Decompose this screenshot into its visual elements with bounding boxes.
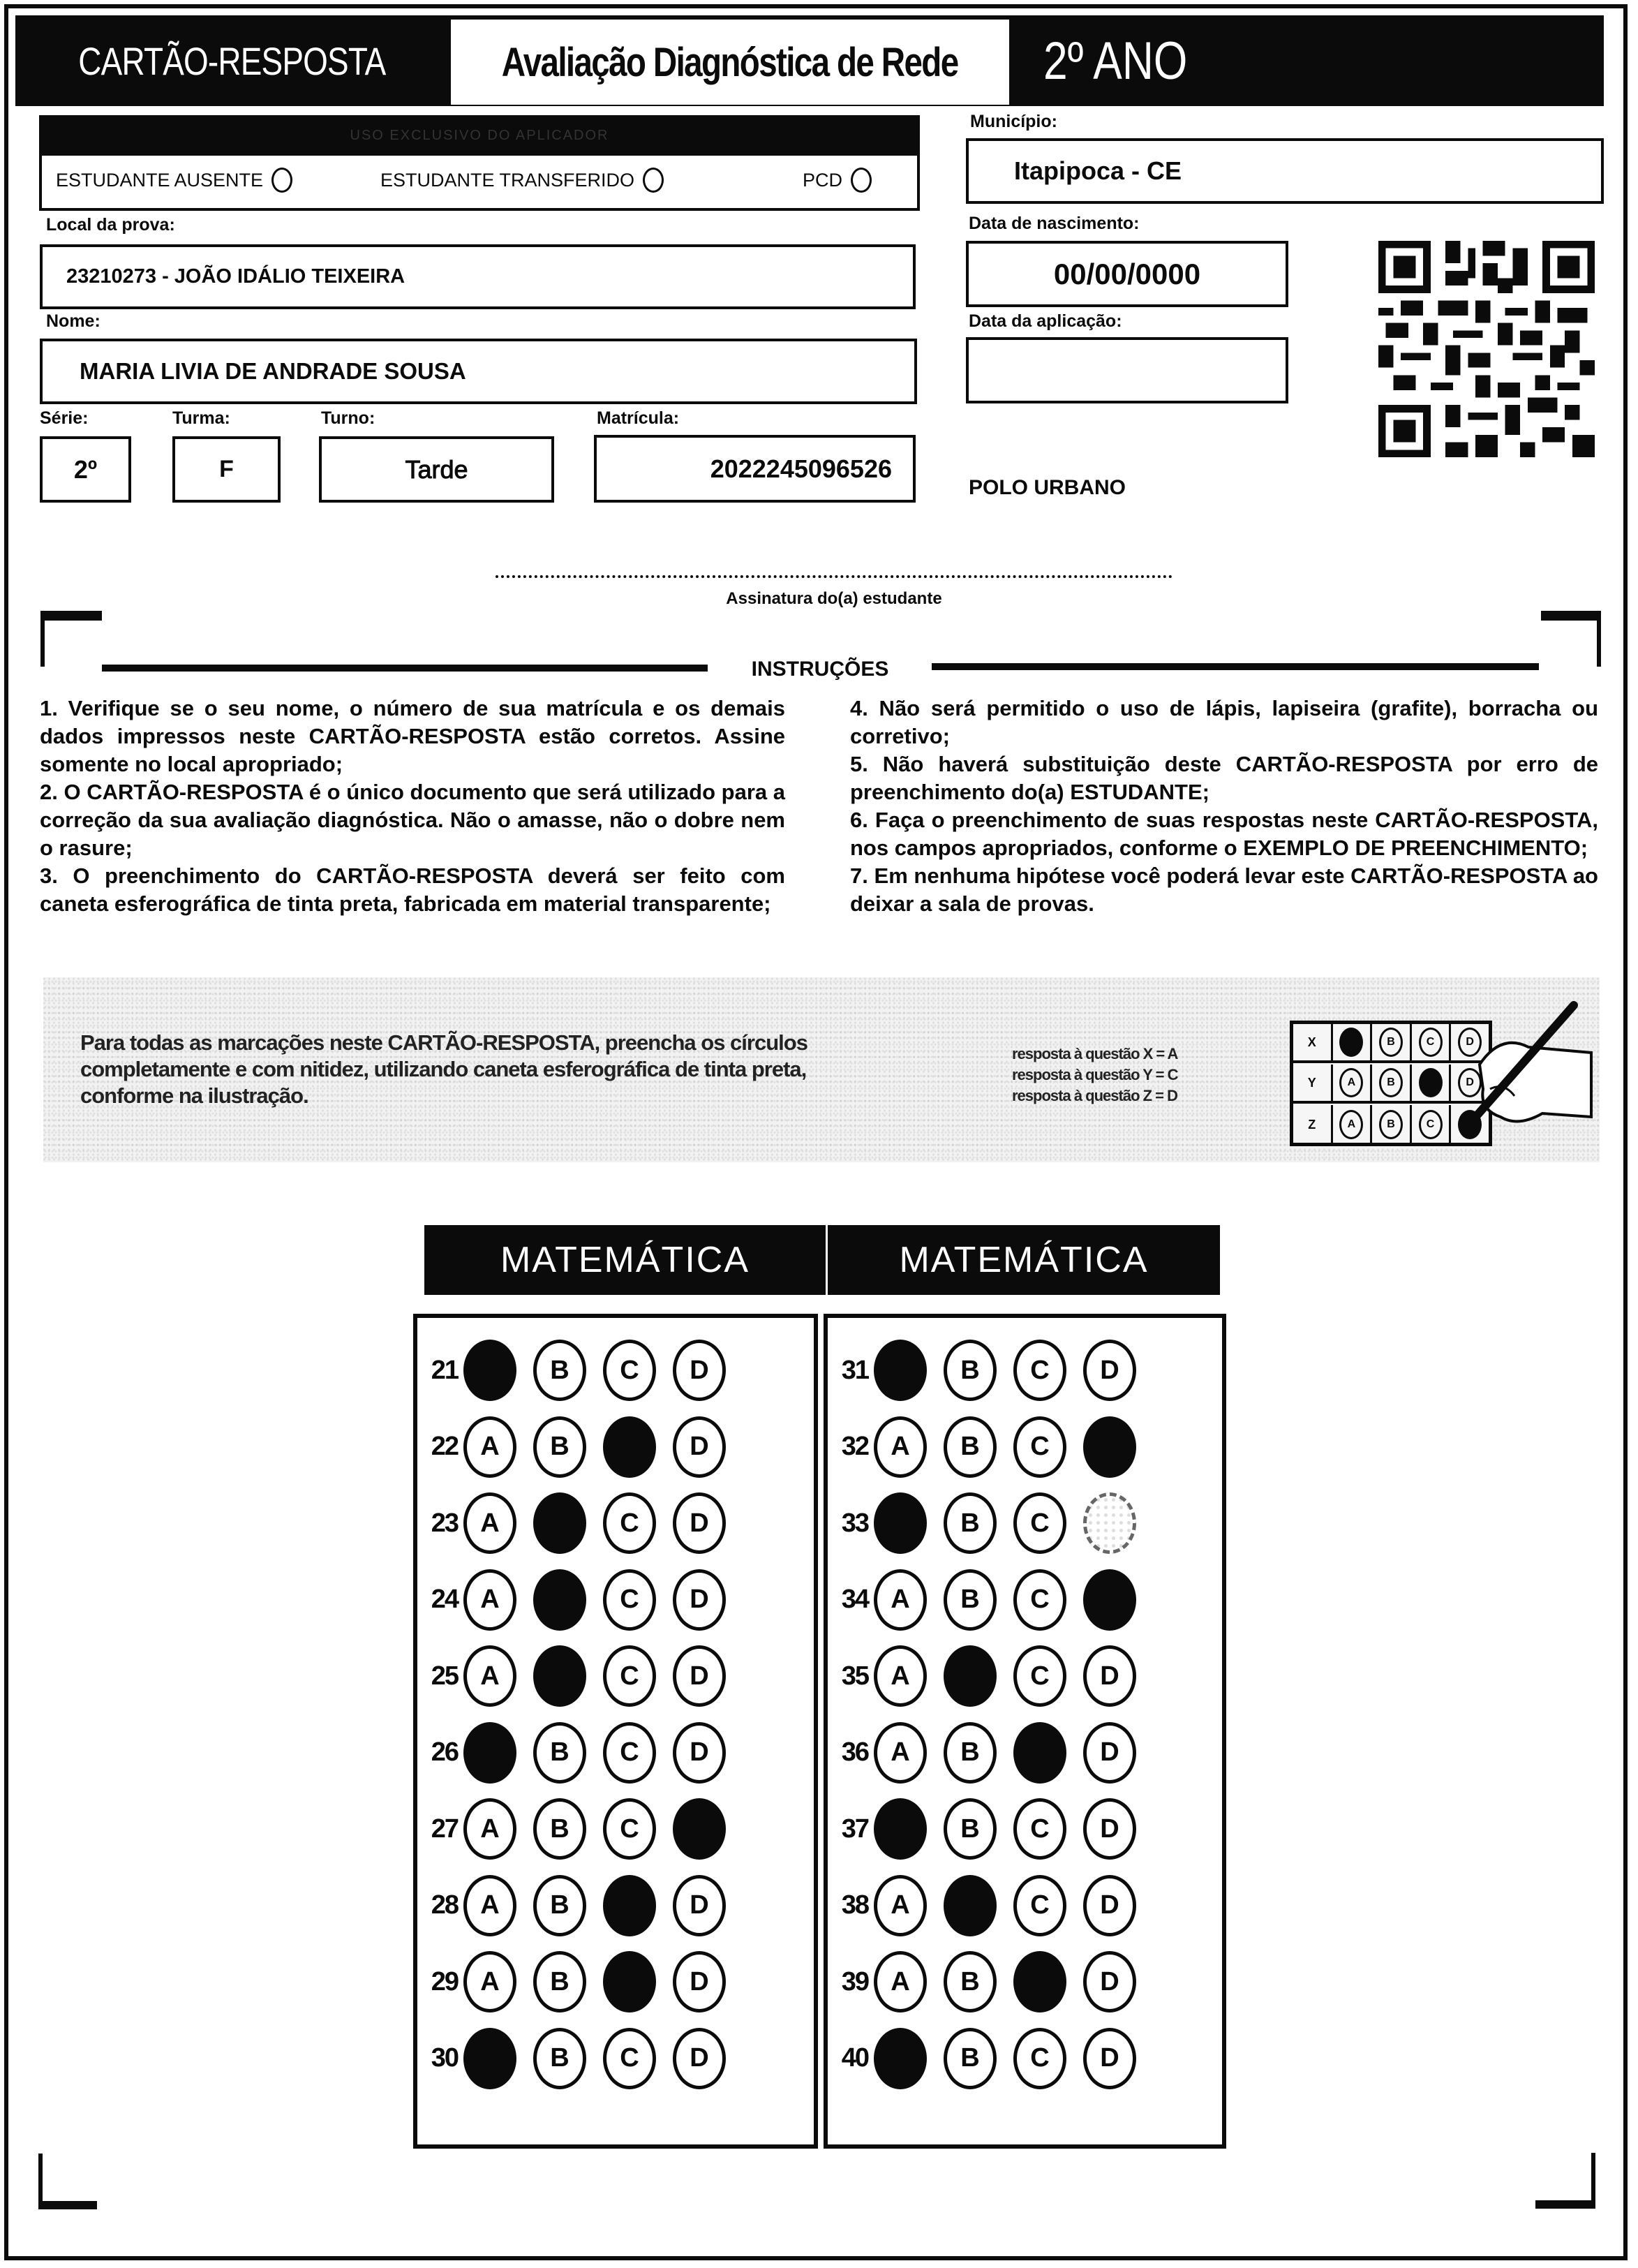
- bubble-d[interactable]: D: [673, 1951, 726, 2013]
- filled-bubble-c[interactable]: [603, 1951, 656, 2013]
- bubble-a[interactable]: A: [874, 1722, 927, 1784]
- option-pcd[interactable]: [803, 168, 872, 193]
- question-row: [417, 1798, 743, 1860]
- filled-bubble-b[interactable]: [533, 1492, 586, 1554]
- radio-circle-icon[interactable]: [271, 168, 292, 193]
- subject-label: MATEMÁTICA: [500, 1240, 750, 1280]
- bubble-d[interactable]: D: [673, 1340, 726, 1401]
- nome-field[interactable]: [40, 339, 917, 404]
- bubble-c[interactable]: C: [1013, 1645, 1066, 1707]
- card-title: [15, 15, 448, 106]
- bubble-c[interactable]: C: [1013, 1416, 1066, 1478]
- bubble-b[interactable]: B: [533, 1340, 586, 1401]
- filled-bubble-a[interactable]: [874, 1340, 927, 1401]
- bubble-b[interactable]: B: [944, 1722, 997, 1784]
- bubble-c[interactable]: C: [603, 1569, 656, 1631]
- question-number: 35: [841, 1661, 868, 1691]
- question-row: [828, 1798, 1153, 1860]
- bubble-b[interactable]: B: [533, 1722, 586, 1784]
- bubble-c[interactable]: C: [1013, 1798, 1066, 1860]
- corner-mark-top-left: [40, 611, 102, 621]
- bubble-c[interactable]: C: [603, 1722, 656, 1784]
- bubble-d[interactable]: D: [673, 2028, 726, 2089]
- question-number: 21: [431, 1355, 458, 1385]
- example-question-label: Y: [1293, 1065, 1333, 1101]
- bubble-icon: C: [1419, 1110, 1443, 1139]
- instruction-item: 7. Em nenhuma hipótese você poderá levar este CARTÃO-RESPOSTA ao deixar a sala de provas.: [850, 864, 1598, 916]
- bubble-b[interactable]: B: [533, 2028, 586, 2089]
- filled-bubble-a[interactable]: [874, 2028, 927, 2089]
- option-label: ESTUDANTE AUSENTE: [56, 169, 264, 191]
- serie-field[interactable]: [40, 436, 131, 503]
- question-row: [417, 1950, 743, 2013]
- filled-bubble-b[interactable]: [944, 1645, 997, 1707]
- bubble-a[interactable]: A: [874, 1875, 927, 1936]
- bubble-a[interactable]: A: [463, 1645, 516, 1707]
- answer-column-right: [824, 1314, 1226, 2149]
- question-row: [417, 1569, 743, 1631]
- grade-title: [1043, 15, 1462, 106]
- filled-bubble-d[interactable]: [1083, 1569, 1136, 1631]
- question-number: 24: [431, 1585, 458, 1614]
- assessment-title-text: Avaliação Diagnóstica de Rede: [502, 39, 958, 85]
- question-number: 26: [431, 1737, 458, 1767]
- bubble-c[interactable]: C: [1013, 1875, 1066, 1936]
- polo-label: POLO URBANO: [969, 476, 1126, 499]
- instructions-rule-right: [932, 663, 1539, 670]
- filled-bubble-a[interactable]: [463, 1722, 516, 1784]
- hand-with-pen-icon: [1452, 998, 1598, 1145]
- radio-circle-icon[interactable]: [643, 168, 664, 193]
- bubble-icon: D: [1458, 1028, 1482, 1057]
- instruction-item: 6. Faça o preenchimento de suas respostas neste CARTÃO-RESPOSTA, nos campos apropriados, conforme o EXEMPLO DE PREENCHIMENTO;: [850, 808, 1598, 860]
- aplicador-band: [39, 115, 920, 156]
- turma-label: Turma:: [172, 408, 230, 428]
- corner-mark-top-left: [40, 611, 45, 667]
- turma-value: F: [219, 456, 234, 482]
- bubble-d[interactable]: D: [1083, 1951, 1136, 2013]
- bubble-c[interactable]: C: [1013, 2028, 1066, 2089]
- signature-label: Assinatura do(a) estudante: [726, 589, 942, 608]
- example-question-label: X: [1293, 1024, 1333, 1060]
- bubble-a[interactable]: A: [874, 1951, 927, 2013]
- bubble-d[interactable]: D: [673, 1416, 726, 1478]
- turno-label: Turno:: [321, 408, 375, 428]
- question-number: 36: [841, 1737, 868, 1767]
- question-number: 30: [431, 2043, 458, 2073]
- bubble-icon: B: [1379, 1110, 1403, 1139]
- question-row: [417, 1492, 743, 1555]
- answer-column-left: [413, 1314, 818, 2149]
- matricula-field[interactable]: [594, 435, 916, 503]
- bubble-icon: A: [1339, 1068, 1363, 1097]
- subject-label: MATEMÁTICA: [899, 1240, 1149, 1280]
- data-nascimento-label: Data de nascimento:: [969, 214, 1140, 233]
- matricula-value: 2022245096526: [710, 454, 892, 483]
- instructions-title: INSTRUÇÕES: [751, 658, 889, 681]
- filled-bubble-c[interactable]: [603, 1875, 656, 1936]
- bubble-d[interactable]: D: [673, 1722, 726, 1784]
- data-aplicacao-field[interactable]: [966, 337, 1288, 403]
- instruction-item: 3. O preenchimento do CARTÃO-RESPOSTA deverá ser feito com caneta esferográfica de tinta preta, fabricada em material transparente;: [40, 864, 785, 916]
- question-row: [828, 1721, 1153, 1784]
- turno-value: Tarde: [405, 454, 468, 484]
- bubble-d[interactable]: D: [1083, 1645, 1136, 1707]
- bubble-c[interactable]: C: [1013, 1492, 1066, 1554]
- bubble-d[interactable]: D: [1083, 1340, 1136, 1401]
- question-number: 28: [431, 1890, 458, 1920]
- question-number: 31: [841, 1355, 868, 1385]
- turma-field[interactable]: [172, 436, 281, 503]
- bubble-a[interactable]: A: [874, 1569, 927, 1631]
- filled-bubble-b[interactable]: [944, 1875, 997, 1936]
- local-prova-field[interactable]: [40, 244, 916, 309]
- data-aplicacao-label: Data da aplicação:: [969, 311, 1122, 331]
- question-number: 33: [841, 1508, 868, 1538]
- bubble-a[interactable]: A: [463, 1798, 516, 1860]
- filled-bubble-icon: [1419, 1068, 1443, 1097]
- question-row: [828, 1492, 1153, 1555]
- nome-value: MARIA LIVIA DE ANDRADE SOUSA: [80, 358, 466, 384]
- subject-header-right: [828, 1225, 1220, 1295]
- bubble-d[interactable]: [1083, 1492, 1136, 1554]
- bubble-d[interactable]: D: [1083, 1875, 1136, 1936]
- filled-bubble-c[interactable]: [1013, 1722, 1066, 1784]
- bubble-a[interactable]: A: [874, 1416, 927, 1478]
- option-label: PCD: [803, 169, 843, 191]
- bubble-b[interactable]: B: [944, 1951, 997, 2013]
- instructions-left-column: [40, 695, 785, 918]
- bubble-b[interactable]: B: [944, 1798, 997, 1860]
- option-estudante-transferido[interactable]: [380, 168, 664, 193]
- bubble-a[interactable]: A: [463, 1416, 516, 1478]
- example-line: resposta à questão Y = C: [1012, 1066, 1178, 1083]
- corner-mark-bottom-left: [38, 2154, 43, 2208]
- bubble-c[interactable]: C: [1013, 1340, 1066, 1401]
- bubble-b[interactable]: B: [533, 1951, 586, 2013]
- instructions-right-column: [850, 695, 1598, 918]
- data-nascimento-value: 00/00/0000: [1053, 257, 1201, 290]
- local-prova-label: Local da prova:: [46, 215, 175, 235]
- bubble-icon: B: [1379, 1068, 1403, 1097]
- bubble-d[interactable]: D: [673, 1492, 726, 1554]
- bubble-b[interactable]: B: [944, 1569, 997, 1631]
- question-row: [417, 1339, 743, 1402]
- municipio-label: Município:: [970, 112, 1057, 131]
- local-prova-value: 23210273 - JOÃO IDÁLIO TEIXEIRA: [66, 265, 405, 288]
- question-number: 25: [431, 1661, 458, 1691]
- serie-value: 2º: [73, 454, 98, 484]
- bubble-a[interactable]: A: [463, 1569, 516, 1631]
- grade-title-text: 2º ANO: [1043, 31, 1188, 91]
- question-row: [828, 1950, 1153, 2013]
- question-row: [417, 1874, 743, 1937]
- instruction-item: 4. Não será permitido o uso de lápis, lapiseira (grafite), borracha ou corretivo;: [850, 696, 1598, 748]
- instruction-item: 5. Não haverá substituição deste CARTÃO-RESPOSTA por erro de preenchimento do(a) ESTUDANTE;: [850, 752, 1598, 804]
- bubble-b[interactable]: B: [533, 1798, 586, 1860]
- example-line: resposta à questão Z = D: [1012, 1087, 1178, 1104]
- bubble-icon: A: [1339, 1110, 1363, 1139]
- bubble-d[interactable]: D: [673, 1569, 726, 1631]
- question-row: [828, 2027, 1153, 2090]
- bubble-b[interactable]: B: [944, 1340, 997, 1401]
- bubble-icon: D: [1458, 1068, 1482, 1097]
- turno-field[interactable]: [319, 436, 554, 503]
- aplicador-band-label: USO EXCLUSIVO DO APLICADOR: [350, 127, 609, 143]
- filled-bubble-a[interactable]: [874, 1798, 927, 1860]
- bubble-d[interactable]: D: [1083, 2028, 1136, 2089]
- bubble-c[interactable]: C: [603, 1492, 656, 1554]
- question-row: [828, 1645, 1153, 1707]
- instruction-item: 2. O CARTÃO-RESPOSTA é o único documento que será utilizado para a correção da sua avaliação diagnóstica. Não o amasse, não o dobre nem o rasure;: [40, 780, 785, 860]
- filled-bubble-a[interactable]: [874, 1492, 927, 1554]
- municipio-field[interactable]: [966, 138, 1604, 204]
- option-estudante-ausente[interactable]: [56, 168, 292, 193]
- filled-bubble-b[interactable]: [533, 1645, 586, 1707]
- nome-label: Nome:: [46, 311, 100, 331]
- bubble-b[interactable]: B: [533, 1416, 586, 1478]
- matricula-label: Matrícula:: [597, 408, 680, 428]
- bubble-c[interactable]: C: [603, 1645, 656, 1707]
- filled-bubble-a[interactable]: [463, 2028, 516, 2089]
- bubble-d[interactable]: D: [673, 1645, 726, 1707]
- filled-bubble-d[interactable]: [673, 1798, 726, 1860]
- bubble-c[interactable]: C: [603, 2028, 656, 2089]
- bubble-a[interactable]: A: [463, 1875, 516, 1936]
- question-row: [828, 1339, 1153, 1402]
- subject-header-left: [424, 1225, 826, 1295]
- corner-mark-top-right: [1541, 611, 1601, 621]
- corner-mark-top-right: [1597, 611, 1601, 667]
- signature-line[interactable]: [496, 575, 1172, 578]
- qr-code-icon: [1378, 241, 1595, 457]
- question-number: 37: [841, 1814, 868, 1844]
- bubble-c[interactable]: C: [603, 1340, 656, 1401]
- example-answer-lines: [1012, 1044, 1177, 1106]
- bubble-a[interactable]: A: [874, 1645, 927, 1707]
- question-number: 38: [841, 1890, 868, 1920]
- example-line: resposta à questão X = A: [1012, 1045, 1178, 1062]
- question-number: 39: [841, 1966, 868, 1996]
- bubble-d[interactable]: D: [1083, 1722, 1136, 1784]
- corner-mark-bottom-left: [38, 2201, 97, 2209]
- bubble-a[interactable]: A: [463, 1492, 516, 1554]
- question-number: 23: [431, 1508, 458, 1538]
- question-row: [417, 1645, 743, 1707]
- bubble-a[interactable]: A: [463, 1951, 516, 2013]
- card-title-text: CARTÃO-RESPOSTA: [77, 38, 386, 83]
- question-row: [417, 1416, 743, 1478]
- question-row: [828, 1874, 1153, 1937]
- radio-circle-icon[interactable]: [851, 168, 872, 193]
- question-number: 32: [841, 1432, 868, 1461]
- question-row: [828, 1416, 1153, 1478]
- bubble-d[interactable]: D: [673, 1875, 726, 1936]
- filled-bubble-c[interactable]: [1013, 1951, 1066, 2013]
- filled-bubble-icon: [1339, 1028, 1363, 1057]
- bubble-b[interactable]: B: [944, 1416, 997, 1478]
- question-row: [417, 1721, 743, 1784]
- option-label: ESTUDANTE TRANSFERIDO: [380, 169, 635, 191]
- question-number: 34: [841, 1585, 868, 1614]
- example-instruction-text: Para todas as marcações neste CARTÃO-RESPOSTA, preencha os círculos completamente e com nitidez, utilizando caneta esferográfica de tinta preta, conforme na ilustração.: [80, 1030, 807, 1108]
- data-nascimento-field[interactable]: [966, 241, 1288, 307]
- question-number: 40: [841, 2043, 868, 2073]
- question-number: 22: [431, 1432, 458, 1461]
- filled-bubble-a[interactable]: [463, 1340, 516, 1401]
- question-number: 27: [431, 1814, 458, 1844]
- example-question-label: Z: [1293, 1105, 1333, 1144]
- bubble-b[interactable]: B: [533, 1875, 586, 1936]
- question-number: 29: [431, 1966, 458, 1996]
- bubble-c[interactable]: C: [603, 1798, 656, 1860]
- question-row: [417, 2027, 743, 2090]
- bubble-b[interactable]: B: [944, 2028, 997, 2089]
- municipio-value: Itapipoca - CE: [1014, 156, 1182, 185]
- assessment-title: [451, 20, 1009, 105]
- bubble-c[interactable]: C: [1013, 1569, 1066, 1631]
- filled-bubble-c[interactable]: [603, 1416, 656, 1478]
- filled-bubble-d[interactable]: [1083, 1416, 1136, 1478]
- bubble-icon: C: [1419, 1028, 1443, 1057]
- question-row: [828, 1569, 1153, 1631]
- serie-label: Série:: [40, 408, 89, 428]
- bubble-icon: B: [1379, 1028, 1403, 1057]
- instruction-item: 1. Verifique se o seu nome, o número de sua matrícula e os demais dados impressos neste CARTÃO-RESPOSTA estão corretos. Assine somente no local apropriado;: [40, 696, 785, 776]
- bubble-b[interactable]: B: [944, 1492, 997, 1554]
- instructions-rule-left: [102, 665, 708, 672]
- corner-mark-bottom-right: [1535, 2200, 1595, 2209]
- bubble-d[interactable]: D: [1083, 1798, 1136, 1860]
- filled-bubble-b[interactable]: [533, 1569, 586, 1631]
